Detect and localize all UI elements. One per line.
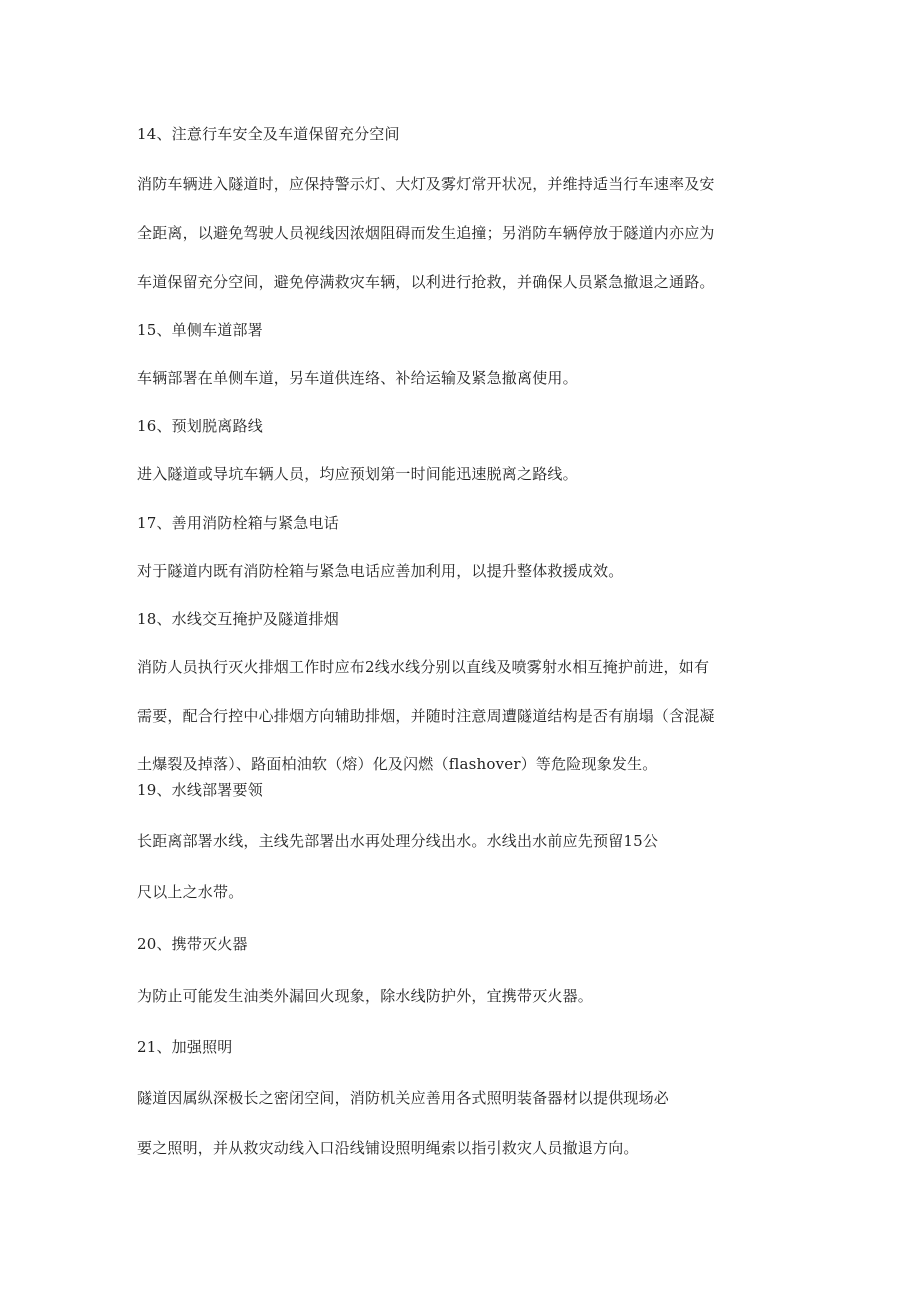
section-14-heading: 14、注意行车安全及车道保留充分空间 <box>137 125 400 143</box>
section-15-heading: 15、单侧车道部署 <box>137 321 263 339</box>
section-20-heading: 20、携带灭火器 <box>137 935 248 953</box>
section-15-text-line-1: 车辆部署在单侧车道，另车道供连络、补给运输及紧急撤离使用。 <box>137 369 578 387</box>
section-14-text-line-2: 全距离，以避免驾驶人员视线因浓烟阻碍而发生追撞；另消防车辆停放于隧道内亦应为 <box>137 224 715 242</box>
section-18-text-line-3: 土爆裂及掉落）、路面柏油软（熔）化及闪燃（flashover）等危险现象发生。 <box>137 755 658 773</box>
section-19-heading: 19、水线部署要领 <box>137 781 263 799</box>
section-21-text-line-2: 要之照明，并从救灾动线入口沿线铺设照明绳索以指引救灾人员撤退方向。 <box>137 1139 639 1157</box>
section-16-heading: 16、预划脱离路线 <box>137 417 263 435</box>
section-17-heading: 17、善用消防栓箱与紧急电话 <box>137 514 339 532</box>
section-18-text-line-1: 消防人员执行灭火排烟工作时应布2线水线分别以直线及喷雾射水相互掩护前进，如有 <box>137 658 710 676</box>
section-21-text-line-1: 隧道因属纵深极长之密闭空间，消防机关应善用各式照明装备器材以提供现场必 <box>137 1089 670 1107</box>
section-18-heading: 18、水线交互掩护及隧道排烟 <box>137 610 339 628</box>
section-18-text-line-2: 需要，配合行控中心排烟方向辅助排烟，并随时注意周遭隧道结构是否有崩塌（含混凝 <box>137 707 715 725</box>
section-14-text-line-3: 车道保留充分空间，避免停满救灾车辆，以利进行抢救，并确保人员紧急撤退之通路。 <box>137 273 715 291</box>
section-17-text-line-1: 对于隧道内既有消防栓箱与紧急电话应善加利用，以提升整体救援成效。 <box>137 562 624 580</box>
section-19-text-line-2: 尺以上之水带。 <box>137 883 244 901</box>
section-16-text-line-1: 进入隧道或导坑车辆人员，均应预划第一时间能迅速脱离之路线。 <box>137 465 578 483</box>
section-14-text-line-1: 消防车辆进入隧道时，应保持警示灯、大灯及雾灯常开状况，并维持适当行车速率及安 <box>137 175 715 193</box>
section-21-heading: 21、加强照明 <box>137 1038 233 1056</box>
section-19-text-line-1: 长距离部署水线，主线先部署出水再处理分线出水。水线出水前应先预留15公 <box>137 832 659 850</box>
section-20-text-line-1: 为防止可能发生油类外漏回火现象，除水线防护外，宜携带灭火器。 <box>137 987 594 1005</box>
